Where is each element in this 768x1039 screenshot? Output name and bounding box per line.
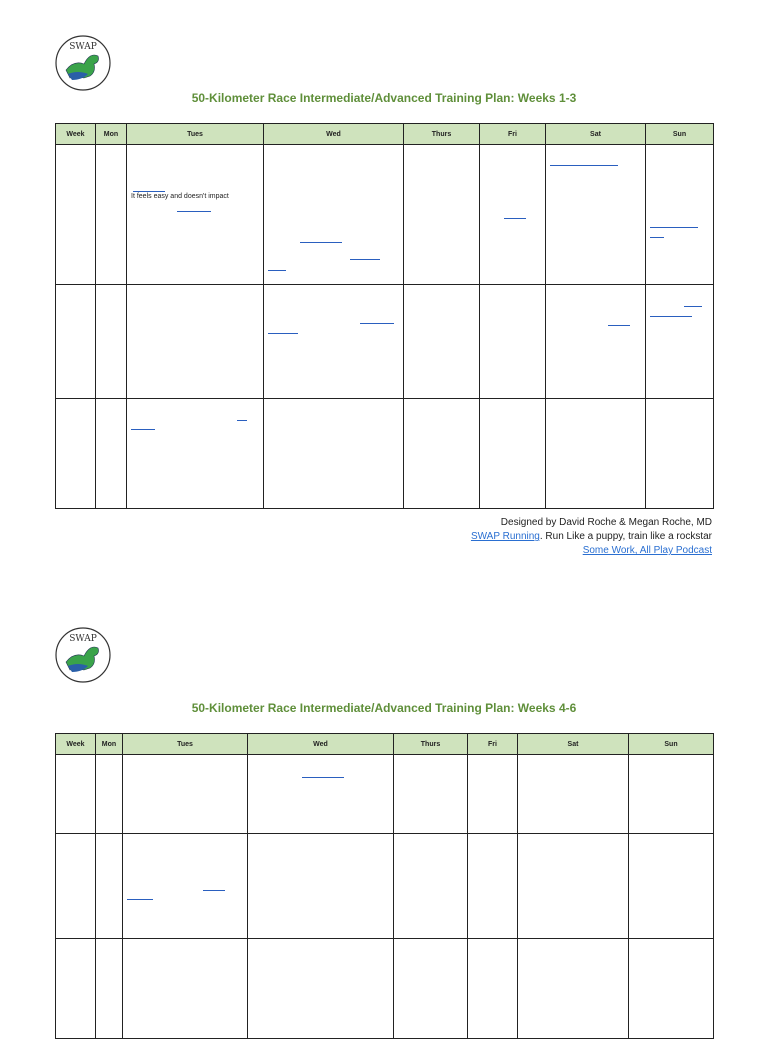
header-week: Week [56, 734, 96, 755]
tues-cell [123, 834, 248, 939]
link-underline[interactable] [650, 227, 698, 228]
header-mon: Mon [96, 124, 127, 145]
swap-logo [54, 34, 112, 92]
svg-text:SWAP: SWAP [69, 634, 97, 644]
mon-cell [96, 755, 123, 834]
link-underline[interactable] [504, 218, 526, 219]
link-underline[interactable] [360, 323, 394, 324]
header-mon: Mon [96, 734, 123, 755]
header-week: Week [56, 124, 96, 145]
sun-cell [646, 145, 714, 285]
week-cell [56, 834, 96, 939]
thurs-cell [394, 755, 468, 834]
link-underline[interactable] [127, 899, 153, 900]
dinosaur-logo-icon [54, 34, 112, 92]
svg-text:SWAP: SWAP [69, 42, 97, 52]
header-sat: Sat [518, 734, 629, 755]
table-row [56, 285, 714, 399]
table-row [56, 145, 714, 285]
header-wed: Wed [248, 734, 394, 755]
week-cell [56, 399, 96, 509]
wed-cell [264, 399, 404, 509]
week-cell [56, 285, 96, 399]
tues-cell [127, 399, 264, 509]
wed-cell [248, 755, 394, 834]
week-cell [56, 145, 96, 285]
swap-logo [54, 626, 112, 684]
table-row [56, 834, 714, 939]
wed-cell [264, 145, 404, 285]
link-underline[interactable] [650, 237, 664, 238]
sat-cell [546, 285, 646, 399]
link-underline[interactable] [268, 270, 286, 271]
link-underline[interactable] [608, 325, 630, 326]
header-fri: Fri [468, 734, 518, 755]
link-underline[interactable] [350, 259, 380, 260]
header-tues: Tues [123, 734, 248, 755]
credits-designers: Designed by David Roche & Megan Roche, MD [500, 517, 712, 528]
link-underline[interactable] [268, 333, 298, 334]
sat-cell [546, 145, 646, 285]
link-underline[interactable] [177, 211, 211, 212]
page-title: 50-Kilometer Race Intermediate/Advanced Training Plan: Weeks 4-6 [191, 701, 577, 715]
table-row [56, 755, 714, 834]
table-header-row [56, 734, 714, 755]
sat-cell [546, 399, 646, 509]
tues-cell [127, 285, 264, 399]
link-underline[interactable] [550, 165, 618, 166]
link-underline[interactable] [131, 429, 155, 430]
link-underline[interactable] [302, 777, 344, 778]
tues-note: It feels easy and doesn't impact [131, 193, 229, 200]
fri-cell [480, 399, 546, 509]
link-underline[interactable] [650, 316, 692, 317]
sun-cell [629, 755, 714, 834]
sun-cell [646, 285, 714, 399]
tues-cell [127, 145, 264, 285]
header-fri: Fri [480, 124, 546, 145]
fri-cell [480, 285, 546, 399]
podcast-link[interactable]: Some Work, All Play Podcast [582, 545, 712, 556]
week-cell [56, 755, 96, 834]
fri-cell [480, 145, 546, 285]
link-underline[interactable] [133, 191, 165, 192]
link-underline[interactable] [203, 890, 225, 891]
fri-cell [468, 755, 518, 834]
header-sun: Sun [629, 734, 714, 755]
thurs-cell [404, 285, 480, 399]
thurs-cell [404, 399, 480, 509]
training-plan-table [55, 123, 714, 509]
link-underline[interactable] [237, 420, 247, 421]
wed-cell [248, 834, 394, 939]
header-thurs: Thurs [394, 734, 468, 755]
sun-cell [646, 399, 714, 509]
tues-cell [123, 755, 248, 834]
thurs-cell [394, 834, 468, 939]
swap-running-link[interactable]: SWAP Running [470, 531, 540, 542]
sat-cell [518, 755, 629, 834]
mon-cell [96, 145, 127, 285]
table-row [56, 399, 714, 509]
wed-cell [264, 285, 404, 399]
link-underline[interactable] [684, 306, 702, 307]
header-sun: Sun [646, 124, 714, 145]
page-title: 50-Kilometer Race Intermediate/Advanced Training Plan: Weeks 1-3 [191, 91, 577, 105]
sat-cell [518, 834, 629, 939]
tagline-text: . Run Like a puppy, train like a rockstar [539, 531, 712, 542]
header-thurs: Thurs [404, 124, 480, 145]
mon-cell [96, 834, 123, 939]
credits [471, 516, 712, 558]
header-tues: Tues [127, 124, 264, 145]
credits-tagline [471, 530, 712, 544]
fri-cell [468, 834, 518, 939]
table-header-row [56, 124, 714, 145]
link-underline[interactable] [300, 242, 342, 243]
training-plan-table [55, 733, 714, 1039]
mon-cell [96, 399, 127, 509]
mon-cell [96, 285, 127, 399]
dinosaur-logo-icon [54, 626, 112, 684]
header-sat: Sat [546, 124, 646, 145]
header-wed: Wed [264, 124, 404, 145]
sun-cell [629, 834, 714, 939]
thurs-cell [404, 145, 480, 285]
